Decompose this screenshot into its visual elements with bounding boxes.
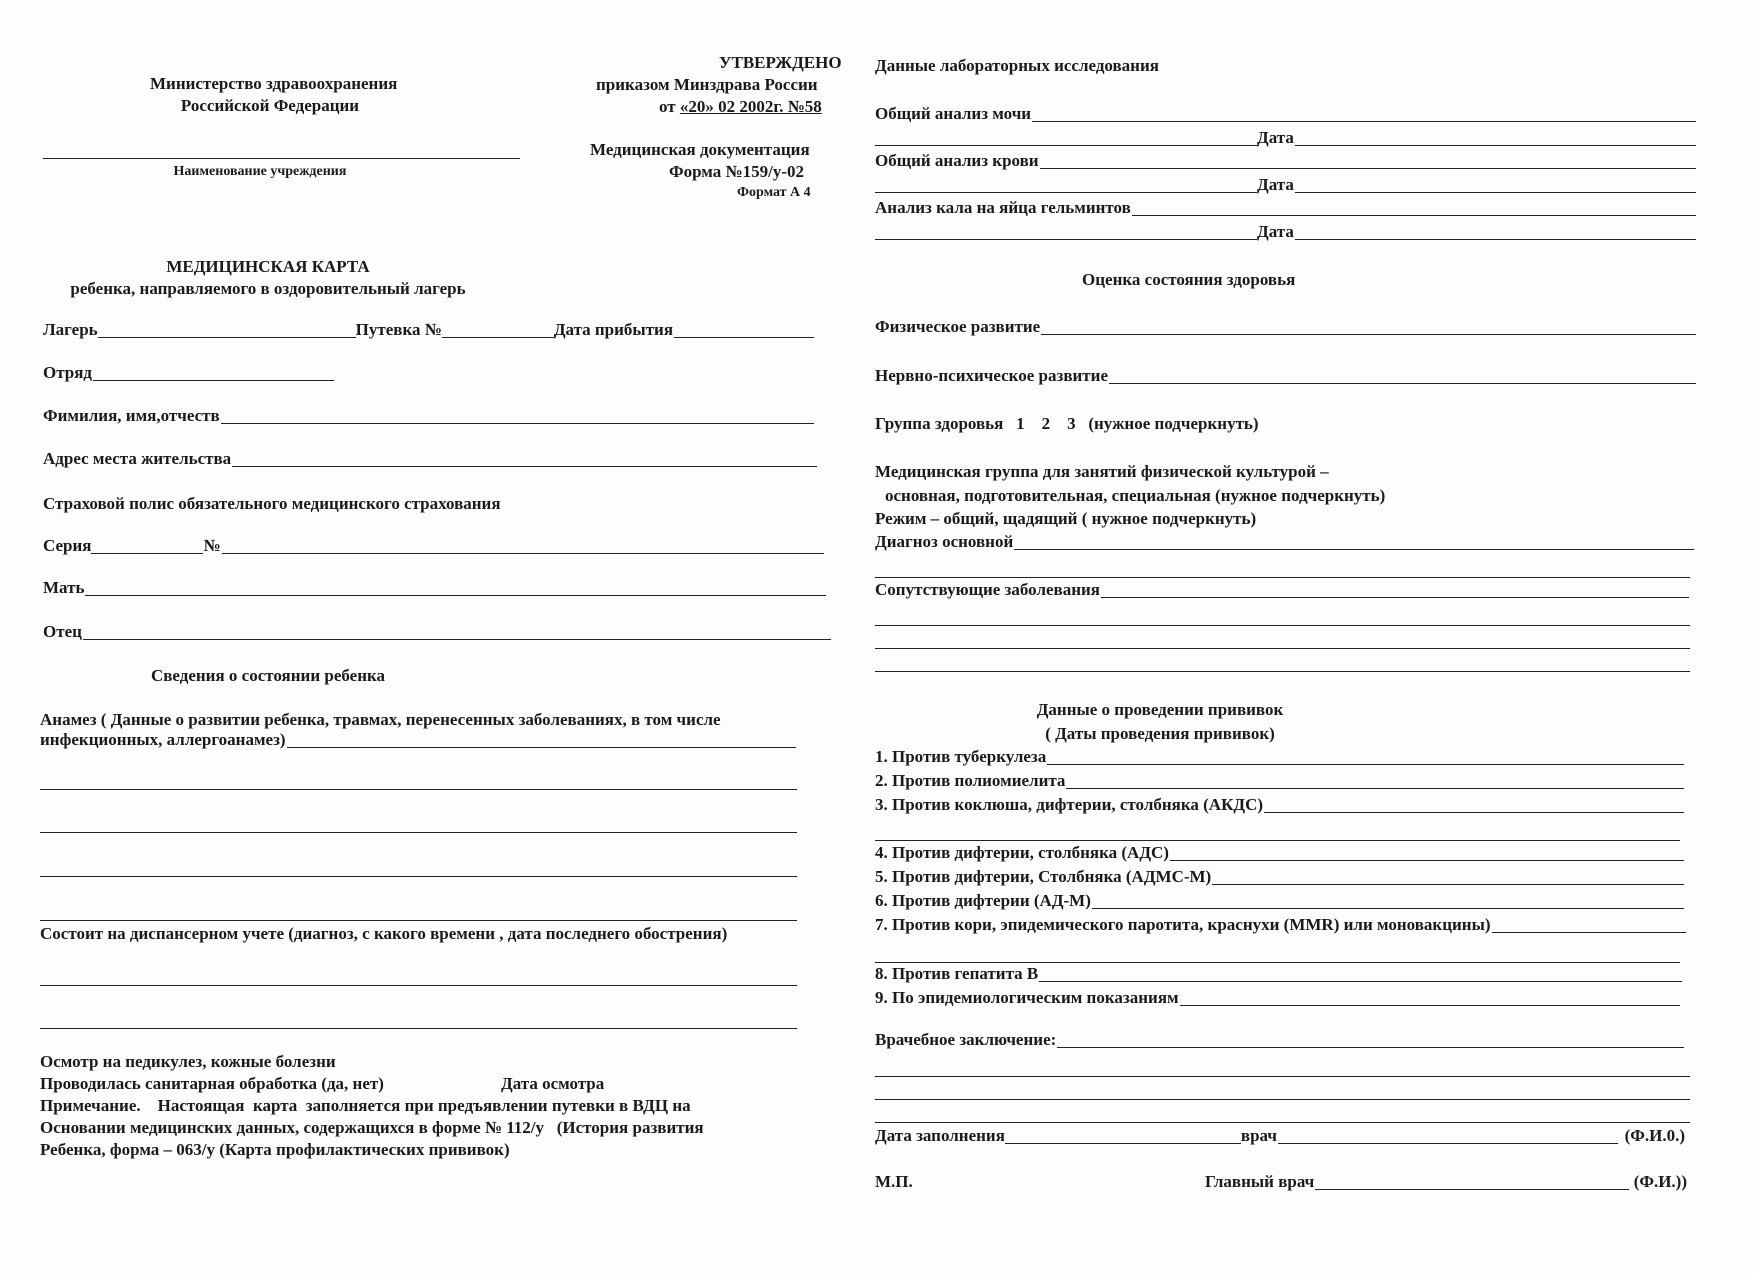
format-label: Формат А 4	[737, 185, 811, 200]
vaccine-label-7: 7. Против кори, эпидемического паротита, краснухи (MMR) или моновакцины)	[875, 915, 1491, 934]
note-line-2: Основании медицинских данных, содержащихся в форме № 112/у (История развития	[40, 1118, 704, 1137]
helminth-field[interactable]	[1132, 215, 1696, 216]
helminth-date-field[interactable]	[1295, 239, 1696, 240]
regime-options[interactable]: Режим – общий, щадящий ( нужное подчеркнуть)	[875, 509, 1257, 528]
name-row	[43, 406, 815, 426]
conclusion-line-3[interactable]	[875, 1099, 1690, 1100]
pediculosis-label: Осмотр на педикулез, кожные болезни	[40, 1052, 336, 1071]
address-field[interactable]	[232, 466, 817, 467]
vaccine-label-3: 3. Против коклюша, дифтерии, столбняка (АКДС)	[875, 795, 1264, 814]
ministry-label-2: Российской Федерации	[180, 96, 360, 115]
father-row	[43, 622, 832, 642]
urine-date-row	[875, 128, 1697, 148]
vaccine-field-3[interactable]	[1264, 812, 1684, 813]
vaccine-row-3	[875, 795, 1685, 815]
institution-line[interactable]	[43, 158, 520, 159]
conclusion-line-2[interactable]	[875, 1076, 1690, 1077]
address-row	[43, 449, 818, 469]
anamnesis-field[interactable]	[287, 747, 796, 748]
camp-label: Лагерь	[43, 320, 98, 339]
anamnesis-label: Анамез ( Данные о развитии ребенка, травмах, перенесенных заболеваниях, в том числе	[40, 710, 721, 729]
vaccine-field-8[interactable]	[1039, 981, 1682, 982]
helminth-date-row	[875, 222, 1697, 242]
state-heading: Сведения о состоянии ребенка	[150, 666, 386, 685]
number-label: №	[203, 536, 221, 555]
mother-row	[43, 578, 827, 598]
physical-label: Физическое развитие	[875, 317, 1041, 336]
approved-order: приказом Минздрава России	[596, 75, 818, 94]
vaccine-line-3b[interactable]	[875, 840, 1680, 841]
urine-date-field[interactable]	[1295, 145, 1696, 146]
chief-label: Главный врач	[1205, 1172, 1315, 1191]
vaccine-field-5[interactable]	[1212, 884, 1684, 885]
conclusion-row	[875, 1030, 1685, 1050]
vaccine-label-5: 5. Против дифтерии, Столбняка (АДМС-М)	[875, 867, 1212, 886]
vaccine-row-4	[875, 843, 1685, 863]
neuro-field[interactable]	[1109, 383, 1696, 384]
fill-date-label: Дата заполнения	[875, 1126, 1005, 1145]
vaccine-label-9: 9. По эпидемиологическим показаниям	[875, 988, 1179, 1007]
lab-heading: Данные лабораторных исследования	[875, 56, 1159, 75]
dispensary-label: Состоит на диспансерном учете (диагноз, с какого времени , дата последнего обострения)	[40, 924, 728, 943]
note-line-3: Ребенка, форма – 063/у (Карта профилактических прививок)	[40, 1140, 510, 1159]
vaccine-field-2[interactable]	[1066, 788, 1684, 789]
comorbid-line-4[interactable]	[875, 671, 1690, 672]
anamnesis-label-2: инфекционных, аллергоанамез)	[40, 730, 286, 749]
vaccine-label-8: 8. Против гепатита В	[875, 964, 1039, 983]
stamp-label: М.П.	[875, 1172, 913, 1191]
vaccine-row-6	[875, 891, 1685, 911]
physical-field[interactable]	[1041, 334, 1696, 335]
med-group-options[interactable]: основная, подготовительная, специальная (нужное подчеркнуть)	[885, 486, 1386, 505]
address-label: Адрес места жительства	[43, 449, 232, 468]
vaccine-label-6: 6. Против дифтерии (АД-М)	[875, 891, 1091, 910]
vaccine-field-4[interactable]	[1170, 860, 1684, 861]
helminth-row	[875, 198, 1697, 218]
vaccination-subheading: ( Даты проведения прививок)	[1045, 724, 1275, 743]
fill-date-field[interactable]	[1005, 1143, 1241, 1144]
vaccine-row-7	[875, 915, 1687, 935]
sanitation-label: Проводилась санитарная обработка (да, нет)	[40, 1074, 384, 1093]
conclusion-label: Врачебное заключение:	[875, 1030, 1057, 1049]
blood-result-field[interactable]	[875, 192, 1257, 193]
diagnosis-field[interactable]	[1014, 549, 1694, 550]
father-field[interactable]	[83, 639, 831, 640]
squad-field[interactable]	[93, 380, 334, 381]
helminth-date-label: Дата	[1257, 222, 1294, 241]
blood-field[interactable]	[1040, 168, 1696, 169]
comorbid-line-3[interactable]	[875, 648, 1690, 649]
fill-date-row	[875, 1126, 1685, 1146]
card-subtitle: ребенка, направляемого в оздоровительный лагерь	[70, 279, 466, 298]
vaccine-field-7[interactable]	[1492, 932, 1686, 933]
helminth-label: Анализ кала на яйца гельминтов	[875, 198, 1131, 217]
med-group-label: Медицинская группа для занятий физической культурой –	[875, 462, 1329, 481]
neuro-label: Нервно-психическое развитие	[875, 366, 1108, 385]
diagnosis-line-2[interactable]	[875, 577, 1690, 578]
ministry-label: Министерство здравоохранения	[150, 74, 398, 93]
father-label: Отец	[43, 622, 82, 641]
doc-type: Медицинская документация	[590, 140, 810, 159]
urine-result-field[interactable]	[875, 145, 1257, 146]
health-group[interactable]: Группа здоровья 1 2 3 (нужное подчеркнуть)	[875, 414, 1259, 433]
anamnesis-line-4[interactable]	[40, 920, 797, 921]
squad-row	[43, 363, 335, 383]
institution-caption: Наименование учреждения	[173, 164, 347, 179]
urine-field[interactable]	[1032, 121, 1696, 122]
vaccine-row-9	[875, 988, 1681, 1008]
card-title: МЕДИЦИНСКАЯ КАРТА	[166, 257, 370, 276]
series-field[interactable]	[91, 553, 203, 554]
urine-label: Общий анализ мочи	[875, 104, 1032, 123]
urine-row	[875, 104, 1697, 124]
approved-label: УТВЕРЖДЕНО	[719, 53, 842, 72]
comorbid-row	[875, 580, 1690, 600]
vaccine-label-2: 2. Против полиомиелита	[875, 771, 1066, 790]
note-line-1: Примечание. Настоящая карта заполняется при предъявлении путевки в ВДЦ на	[40, 1096, 691, 1115]
comorbid-field[interactable]	[1101, 597, 1689, 598]
chief-field[interactable]	[1315, 1189, 1628, 1190]
mother-field[interactable]	[85, 595, 826, 596]
mother-label: Мать	[43, 578, 85, 597]
helminth-result-field[interactable]	[875, 239, 1257, 240]
exam-date-label: Дата осмотра	[501, 1074, 605, 1093]
squad-label: Отряд	[43, 363, 93, 382]
arrival-label: Дата прибытия	[553, 320, 674, 339]
camp-row	[43, 320, 815, 340]
blood-date-field[interactable]	[1295, 192, 1696, 193]
diagnosis-row	[875, 532, 1695, 552]
comorbid-line-2[interactable]	[875, 625, 1690, 626]
vaccine-field-9[interactable]	[1180, 1005, 1680, 1006]
urine-date-label: Дата	[1257, 128, 1294, 147]
vaccine-label-1: 1. Против туберкулеза	[875, 747, 1047, 766]
name-field[interactable]	[221, 423, 814, 424]
voucher-label: Путевка №	[355, 320, 442, 339]
doctor-fio-label: (Ф.И.0.)	[1624, 1126, 1685, 1145]
health-heading: Оценка состояния здоровья	[1082, 270, 1296, 289]
vaccine-field-1[interactable]	[1047, 764, 1684, 765]
name-label: Фимилия, имя,отчеств	[43, 406, 220, 425]
conclusion-field[interactable]	[1057, 1047, 1684, 1048]
vaccine-row-1	[875, 747, 1685, 767]
vaccine-row-5	[875, 867, 1685, 887]
blood-date-label: Дата	[1257, 175, 1294, 194]
dispensary-line-2[interactable]	[40, 1028, 797, 1029]
arrival-field[interactable]	[674, 337, 814, 338]
comorbid-label: Сопутствующие заболевания	[875, 580, 1100, 599]
vaccine-row-8	[875, 964, 1683, 984]
series-row	[43, 536, 825, 556]
blood-date-row	[875, 175, 1697, 195]
doctor-label: врач	[1240, 1126, 1277, 1145]
blood-row	[875, 151, 1697, 171]
number-field[interactable]	[222, 553, 824, 554]
insurance-label: Страховой полис обязательного медицинского страхования	[43, 494, 501, 513]
vaccine-line-7b[interactable]	[875, 962, 1680, 963]
form-number: Форма №159/у-02	[669, 162, 804, 181]
neuro-row	[875, 366, 1697, 386]
chief-row	[1205, 1172, 1687, 1192]
approved-date: от «20» 02 2002г. №58	[659, 97, 822, 116]
anamnesis-line-3[interactable]	[40, 876, 797, 877]
physical-row	[875, 317, 1697, 337]
anamnesis-line-1[interactable]	[40, 789, 797, 790]
vaccine-field-6[interactable]	[1092, 908, 1684, 909]
anamnesis-row	[40, 730, 797, 750]
conclusion-line-4[interactable]	[875, 1122, 1690, 1123]
camp-field[interactable]	[98, 337, 356, 338]
doctor-field[interactable]	[1278, 1143, 1618, 1144]
voucher-field[interactable]	[442, 337, 554, 338]
vaccine-label-4: 4. Против дифтерии, столбняка (АДС)	[875, 843, 1169, 862]
anamnesis-line-2[interactable]	[40, 832, 797, 833]
dispensary-line-1[interactable]	[40, 985, 797, 986]
series-label: Серия	[43, 536, 92, 555]
blood-label: Общий анализ крови	[875, 151, 1039, 170]
chief-fi-label: (Ф.И.))	[1633, 1172, 1687, 1191]
diagnosis-label: Диагноз основной	[875, 532, 1014, 551]
vaccination-heading: Данные о проведении прививок	[1036, 700, 1284, 719]
vaccine-row-2	[875, 771, 1685, 791]
